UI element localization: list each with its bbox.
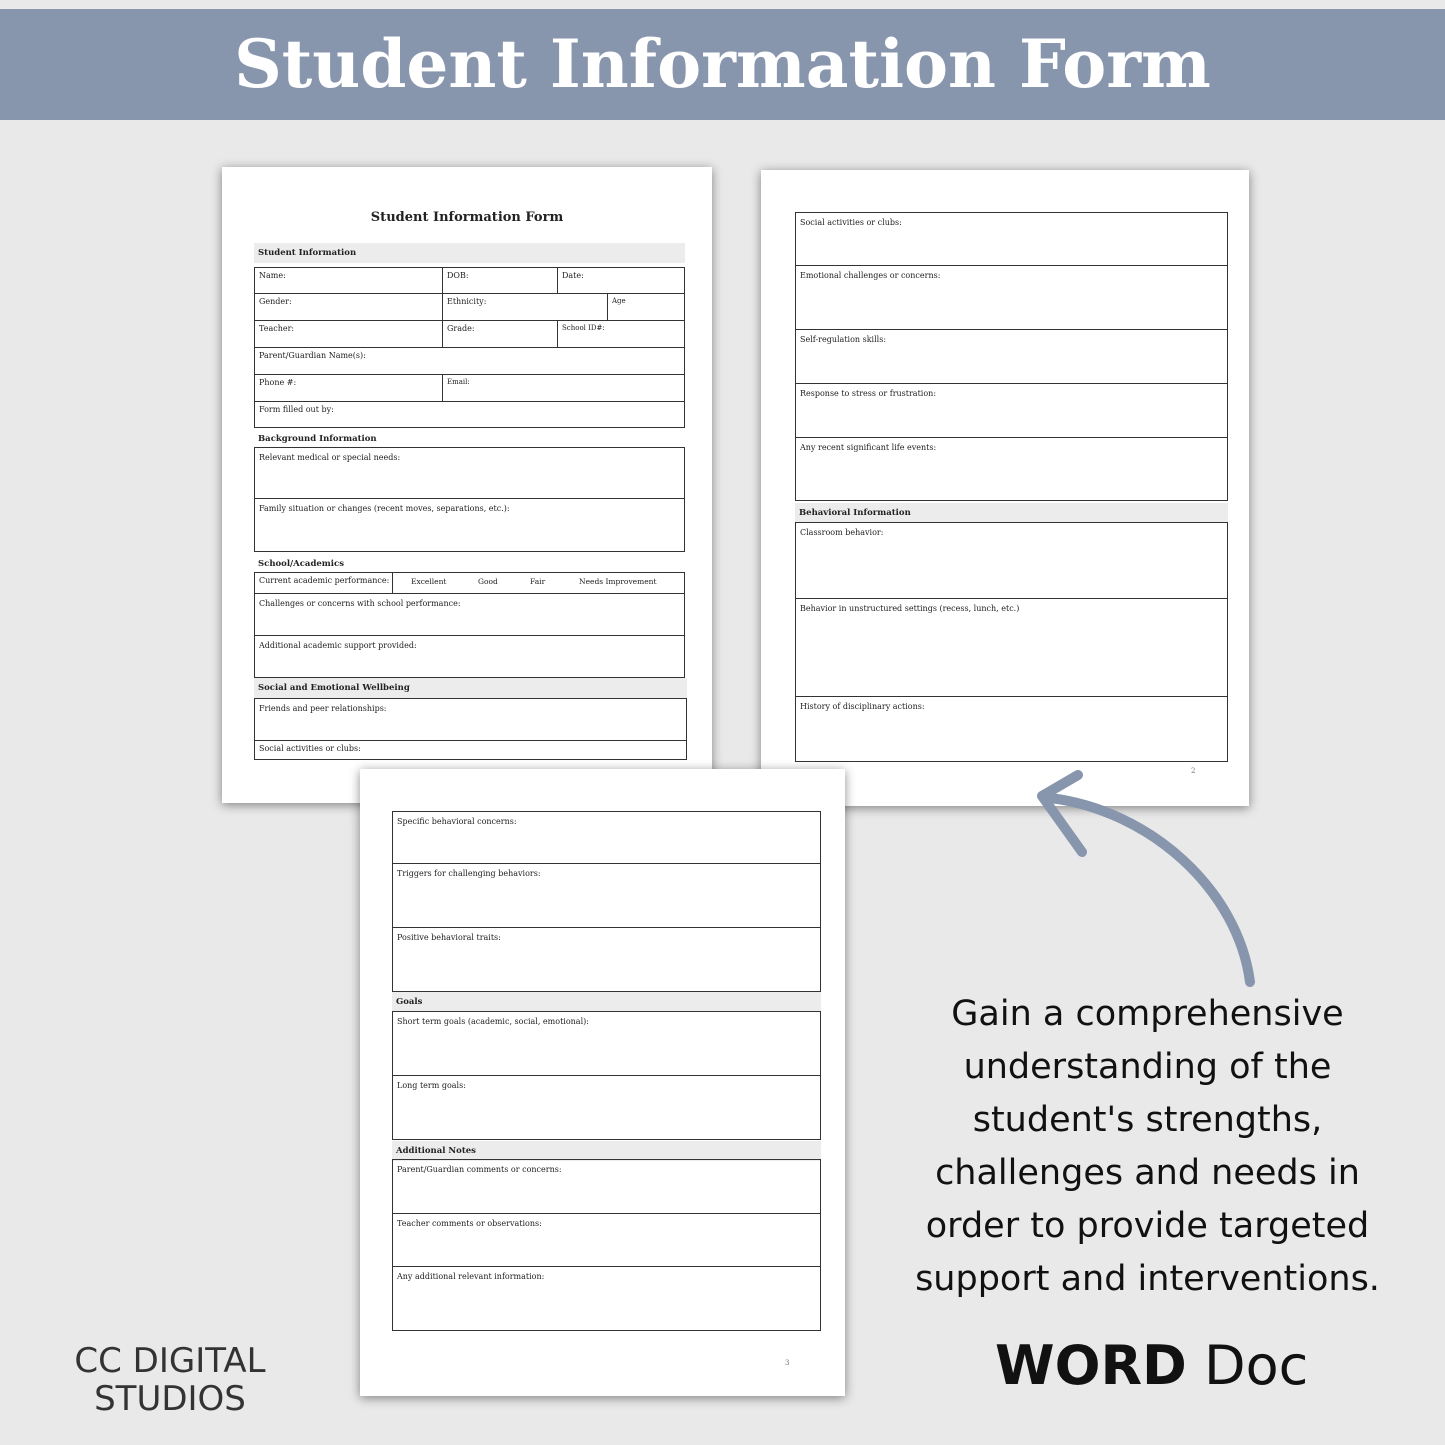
parent-comments-label: Parent/Guardian comments or concerns: [397,1165,562,1174]
table-row [255,321,684,348]
date-field: Date: [562,271,584,280]
table-row [796,599,1227,697]
name-field: Name: [255,268,443,293]
table-row [255,699,686,741]
table-row [393,1076,820,1139]
additional-info-label: Any additional relevant information: [397,1272,545,1281]
brand-line-2: STUDIOS [94,1379,246,1419]
age-field: Age [612,297,626,305]
section-social-emotional: Social and Emotional Wellbeing [254,678,687,698]
table-row [393,1012,820,1076]
table-row [393,1214,820,1267]
section-behavioral-information: Behavioral Information [795,503,1228,523]
table-row [255,375,684,402]
specific-concerns-label: Specific behavioral concerns: [397,817,517,826]
notes-table [392,1159,821,1331]
unstructured-behavior-label: Behavior in unstructured settings (recess, lunch, etc.) [800,604,1020,613]
student-info-table [254,267,685,428]
self-regulation-label: Self-regulation skills: [800,335,887,344]
table-row [796,330,1227,384]
long-term-goals-label: Long term goals: [397,1081,466,1090]
emotional-challenges-label: Emotional challenges or concerns: [800,271,941,280]
brand-logo [60,1342,280,1418]
social-clubs-label: Social activities or clubs: [800,218,902,227]
banner-title: Student Information Form [234,25,1211,103]
table-row [796,438,1227,500]
school-challenges-label: Challenges or concerns with school performance: [259,599,461,608]
table-row [393,1160,820,1214]
filled-by-field: Form filled out by: [259,405,334,414]
dob-field: DOB: [443,268,558,293]
form-page-3 [360,769,845,1396]
table-row [796,523,1227,599]
teacher-comments-label: Teacher comments or observations: [397,1219,542,1228]
social-clubs-label: Social activities or clubs: [259,744,361,753]
background-table [254,447,685,552]
section-additional-notes: Additional Notes [392,1141,821,1161]
goals-table [392,1011,821,1140]
teacher-field: Teacher: [255,321,443,347]
curved-arrow-icon [1020,770,1280,990]
table-row [393,864,820,928]
grade-field: Grade: [443,321,558,347]
rating-excellent: Excellent [411,577,447,586]
section-goals: Goals [392,992,821,1012]
school-id-field: School ID#: [562,324,605,332]
form-page-2 [761,170,1249,806]
table-row [393,1267,820,1330]
table-row [255,348,684,375]
table-row [796,213,1227,266]
form-page-1 [222,167,712,803]
phone-field: Phone #: [255,375,443,401]
table-row [255,268,684,294]
page-number: 3 [785,1359,790,1367]
format-word: WORD [995,1334,1187,1397]
email-field: Email: [447,378,470,386]
parent-name-field: Parent/Guardian Name(s): [259,351,366,360]
table-row [796,697,1227,761]
ethnicity-field: Ethnicity: [443,294,608,320]
section-school-academics: School/Academics [258,559,344,569]
format-doc: Doc [1186,1334,1309,1397]
gender-field: Gender: [255,294,443,320]
classroom-behavior-label: Classroom behavior: [800,528,884,537]
positive-traits-label: Positive behavioral traits: [397,933,501,942]
table-row [255,636,684,677]
social-table [254,698,687,760]
academic-performance-label: Current academic performance: [255,573,393,593]
table-row [255,499,684,551]
short-term-goals-label: Short term goals (academic, social, emotional): [397,1017,589,1026]
rating-good: Good [478,577,498,586]
title-banner [0,9,1445,120]
disciplinary-history-label: History of disciplinary actions: [800,702,925,711]
doc-title: Student Information Form [370,210,564,225]
page-number: 2 [1191,767,1196,775]
emotional-table [795,212,1228,501]
table-row [255,448,684,499]
description-caption: Gain a comprehensive understanding of the student's strengths, challenges and needs in order to provide targeted support and interventions. [915,994,1380,1299]
family-situation-label: Family situation or changes (recent moves, separations, etc.): [259,504,510,513]
table-row [796,384,1227,438]
table-row [255,573,684,594]
table-row [255,294,684,321]
table-row [255,594,684,636]
table-row [255,402,684,427]
table-row [255,741,686,759]
brand-line-1: CC DIGITAL [74,1341,266,1381]
section-student-information: Student Information [254,243,685,263]
academics-table [254,572,685,678]
table-row [393,812,820,864]
medical-needs-label: Relevant medical or special needs: [259,453,401,462]
rating-needs-improvement: Needs Improvement [579,577,657,586]
section-background-information: Background Information [258,434,377,444]
table-row [796,266,1227,330]
behavior-table [795,522,1228,762]
rating-fair: Fair [530,577,546,586]
table-row [393,928,820,991]
triggers-label: Triggers for challenging behaviors: [397,869,541,878]
academic-support-label: Additional academic support provided: [259,641,417,650]
friends-label: Friends and peer relationships: [259,704,387,713]
stress-response-label: Response to stress or frustration: [800,389,937,398]
format-label [995,1334,1309,1397]
life-events-label: Any recent significant life events: [800,443,937,452]
behavior-concerns-table [392,811,821,992]
